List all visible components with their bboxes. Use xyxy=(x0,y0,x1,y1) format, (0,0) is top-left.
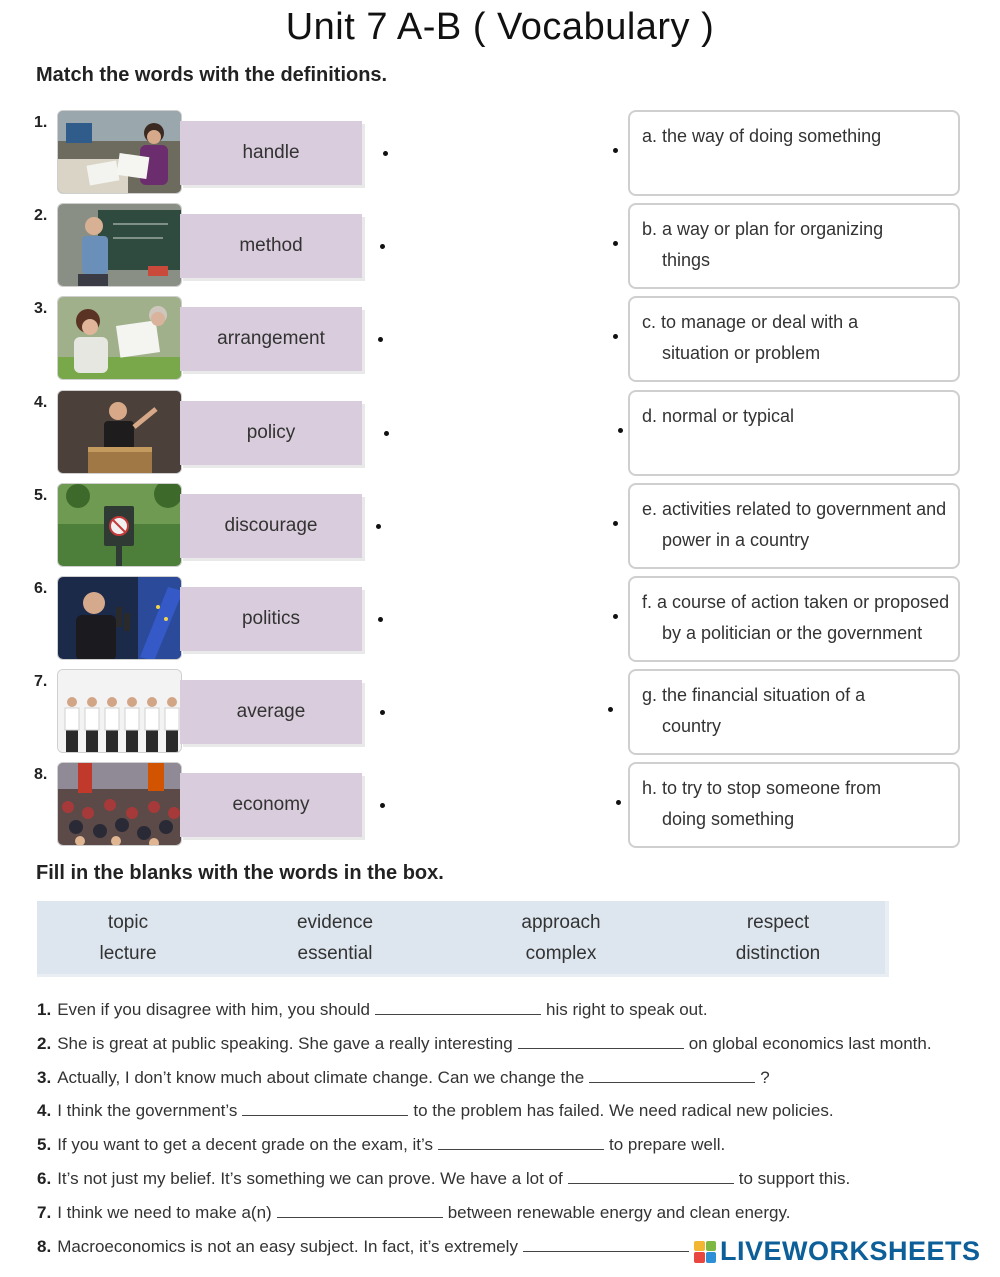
sentence xyxy=(37,1034,932,1054)
definition-connector-dot[interactable] xyxy=(613,614,618,619)
sentence xyxy=(37,1237,694,1257)
definition-box[interactable] xyxy=(628,762,960,848)
match-word[interactable] xyxy=(180,773,362,837)
word-connector-dot[interactable] xyxy=(380,710,385,715)
word-bank-item: evidence xyxy=(296,912,374,933)
sentence-text-before: If you want to get a decent grade on the exam, it’s xyxy=(57,1135,433,1154)
definition-connector-dot[interactable] xyxy=(616,800,621,805)
match-instruction: Match the words with the definitions. xyxy=(36,64,388,86)
definition-line-1: a. the way of doing something xyxy=(642,126,882,146)
item-number: 4. xyxy=(34,394,48,411)
item-number: 7. xyxy=(34,673,48,690)
item-number: 3. xyxy=(34,300,48,317)
word-connector-dot[interactable] xyxy=(380,244,385,249)
match-word[interactable] xyxy=(180,587,362,651)
sentence-number: 1. xyxy=(37,1000,52,1019)
match-word[interactable] xyxy=(180,680,362,744)
sentence-text-after: to the problem has failed. We need radical new policies. xyxy=(413,1101,834,1120)
definition-line-2: by a politician or the government xyxy=(662,623,923,643)
sentence-text-before: Actually, I don’t know much about climate change. Can we change the xyxy=(57,1068,585,1087)
definition-line-1: f. a course of action taken or proposed xyxy=(642,592,950,612)
answer-blank[interactable] xyxy=(277,1206,443,1218)
item-number: 8. xyxy=(34,766,48,783)
definition-box[interactable] xyxy=(628,483,960,569)
definition-connector-dot[interactable] xyxy=(618,428,623,433)
sentence xyxy=(37,1169,850,1189)
sentence-text-after: on global economics last month. xyxy=(688,1034,932,1053)
match-word-label: arrangement xyxy=(217,328,325,349)
definition-box[interactable] xyxy=(628,576,960,662)
row-of-people-photo xyxy=(57,669,182,753)
word-bank-item: essential xyxy=(297,943,373,964)
sentence-text-after: ? xyxy=(760,1068,770,1087)
sentence-text-after: his right to speak out. xyxy=(545,1000,708,1019)
definition-box[interactable] xyxy=(628,669,960,755)
match-word[interactable] xyxy=(180,494,362,558)
sentence-text-after: to prepare well. xyxy=(609,1135,726,1154)
match-word-label: economy xyxy=(232,794,310,815)
definition-connector-dot[interactable] xyxy=(613,148,618,153)
sentence-text-after: to support this. xyxy=(738,1169,851,1188)
word-bank-item: lecture xyxy=(99,943,157,964)
sentence-number: 7. xyxy=(37,1203,52,1222)
match-word[interactable] xyxy=(180,121,362,185)
word-bank-item: complex xyxy=(525,943,597,964)
sentence-number: 3. xyxy=(37,1068,52,1087)
answer-blank[interactable] xyxy=(523,1240,689,1252)
sentence-number: 5. xyxy=(37,1135,52,1154)
match-word-label: policy xyxy=(246,422,296,443)
colleagues-document-photo xyxy=(57,296,182,380)
sentence-number: 6. xyxy=(37,1169,52,1188)
answer-blank[interactable] xyxy=(375,1003,541,1015)
sentence-number: 2. xyxy=(37,1034,52,1053)
definition-line-1: e. activities related to government and xyxy=(642,499,947,519)
sentence-text-before: I think we need to make a(n) xyxy=(57,1203,272,1222)
word-bank-item: topic xyxy=(107,912,149,933)
liveworksheets-logo-icon xyxy=(694,1241,716,1263)
definition-line-1: g. the financial situation of a xyxy=(642,685,866,705)
word-connector-dot[interactable] xyxy=(378,617,383,622)
match-word[interactable] xyxy=(180,401,362,465)
liveworksheets-logo xyxy=(694,1236,981,1267)
word-bank xyxy=(37,901,889,977)
sentence-text-before: Macroeconomics is not an easy subject. In fact, it’s extremely xyxy=(57,1237,518,1256)
match-word[interactable] xyxy=(180,307,362,371)
item-number: 6. xyxy=(34,580,48,597)
definition-line-1: d. normal or typical xyxy=(642,406,795,426)
item-number: 1. xyxy=(34,114,48,131)
match-word-label: discourage xyxy=(224,515,318,536)
sentence xyxy=(37,1203,790,1223)
no-dogs-sign-photo xyxy=(57,483,182,567)
definition-connector-dot[interactable] xyxy=(608,707,613,712)
word-connector-dot[interactable] xyxy=(376,524,381,529)
definition-line-1: h. to try to stop someone from xyxy=(642,778,882,798)
definition-box[interactable] xyxy=(628,203,960,289)
word-bank-item: distinction xyxy=(735,943,821,964)
page-title: Unit 7 A-B ( Vocabulary ) xyxy=(285,6,715,48)
fill-instruction: Fill in the blanks with the words in the box. xyxy=(36,862,444,884)
sentence-text-before: She is great at public speaking. She gave a really interesting xyxy=(57,1034,513,1053)
city-crowd-photo xyxy=(57,762,182,846)
politician-podium-photo xyxy=(57,390,182,474)
definition-box[interactable] xyxy=(628,390,960,476)
definition-line-2: situation or problem xyxy=(662,343,821,363)
definition-line-2: things xyxy=(662,250,711,270)
word-bank-item: respect xyxy=(746,912,810,933)
word-connector-dot[interactable] xyxy=(384,431,389,436)
sentence-text-after: between renewable energy and clean energy. xyxy=(447,1203,791,1222)
answer-blank[interactable] xyxy=(518,1037,684,1049)
match-word-label: handle xyxy=(242,142,300,163)
definition-connector-dot[interactable] xyxy=(613,521,618,526)
definition-line-1: c. to manage or deal with a xyxy=(642,312,859,332)
sentence-text-before: Even if you disagree with him, you should xyxy=(57,1000,370,1019)
match-word-label: method xyxy=(239,235,303,256)
definition-connector-dot[interactable] xyxy=(613,334,618,339)
sentence xyxy=(37,1068,770,1088)
definition-line-2: power in a country xyxy=(662,530,810,550)
sentence-number: 4. xyxy=(37,1101,52,1120)
word-bank-item: approach xyxy=(521,912,601,933)
item-number: 5. xyxy=(34,487,48,504)
answer-blank[interactable] xyxy=(568,1172,734,1184)
definition-line-1: b. a way or plan for organizing xyxy=(642,219,884,239)
definition-box[interactable] xyxy=(628,110,960,196)
watermark-text: LIVEWORKSHEETS xyxy=(720,1236,981,1266)
match-word-label: politics xyxy=(241,608,301,629)
teacher-blackboard-photo xyxy=(57,203,182,287)
answer-blank[interactable] xyxy=(438,1138,604,1150)
match-word-label: average xyxy=(236,701,306,722)
word-connector-dot[interactable] xyxy=(383,151,388,156)
sentence-text-before: It’s not just my belief. It’s something we can prove. We have a lot of xyxy=(57,1169,563,1188)
answer-blank[interactable] xyxy=(242,1104,408,1116)
definition-line-2: doing something xyxy=(662,809,795,829)
definition-line-2: country xyxy=(662,716,722,736)
match-word[interactable] xyxy=(180,214,362,278)
sentence xyxy=(37,1135,725,1155)
sentence xyxy=(37,1000,708,1020)
word-connector-dot[interactable] xyxy=(380,803,385,808)
sentence-text-before: I think the government’s xyxy=(57,1101,238,1120)
word-connector-dot[interactable] xyxy=(378,337,383,342)
item-number: 2. xyxy=(34,207,48,224)
definition-connector-dot[interactable] xyxy=(613,241,618,246)
sentence xyxy=(37,1101,834,1121)
sentence-number: 8. xyxy=(37,1237,52,1256)
definition-box[interactable] xyxy=(628,296,960,382)
office-woman-photo xyxy=(57,110,182,194)
answer-blank[interactable] xyxy=(589,1071,755,1083)
politician-microphones-photo xyxy=(57,576,182,660)
